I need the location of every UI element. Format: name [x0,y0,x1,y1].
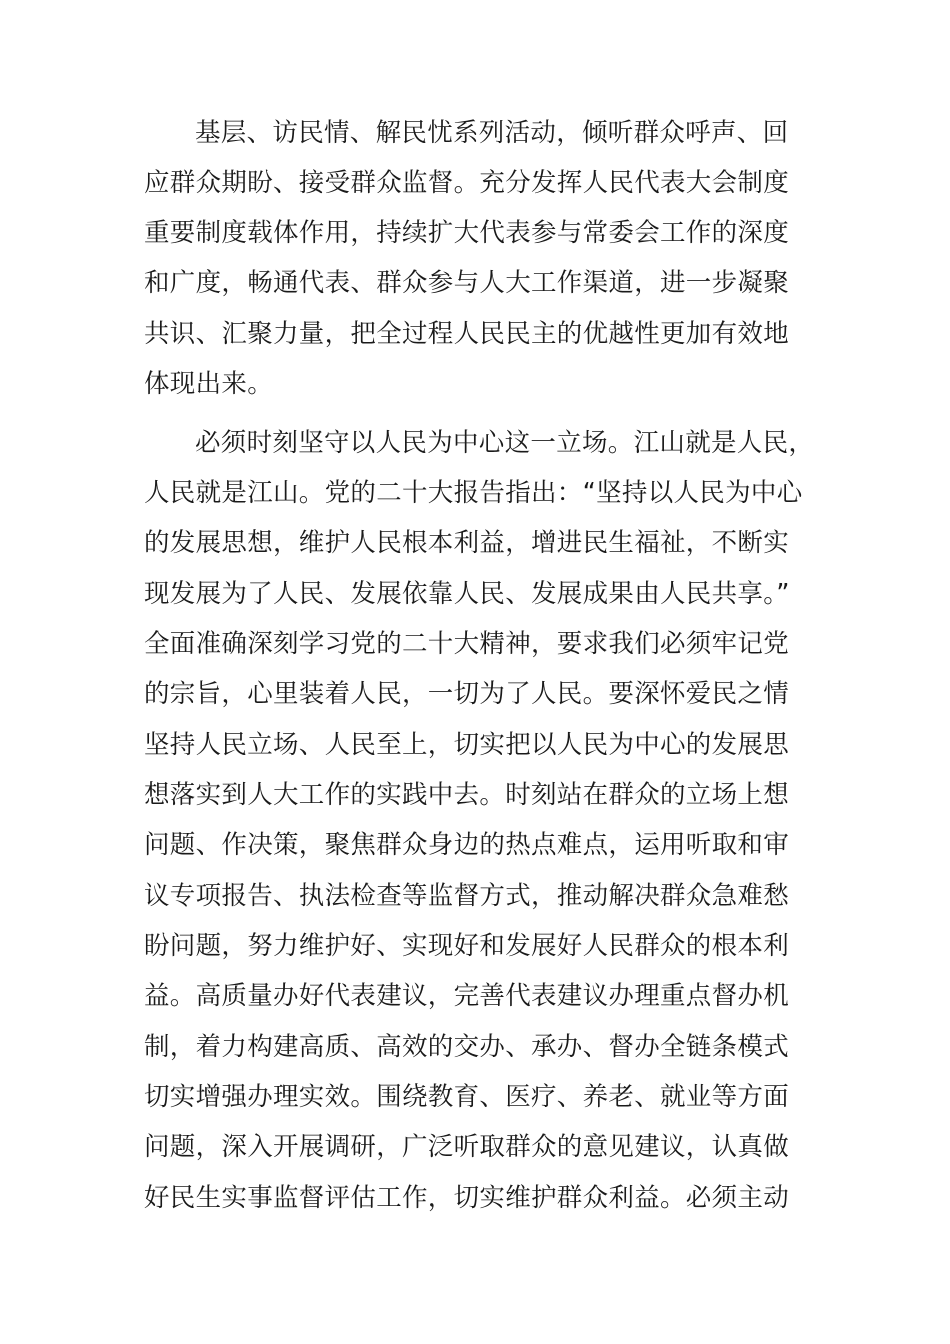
text-line: 和广度，畅通代表、群众参与人大工作渠道，进一步凝聚 [144,268,790,298]
text-line: 的宗旨，心里装着人民，一切为了人民。要深怀爱民之情 [144,679,790,709]
text-line: 益。高质量办好代表建议，完善代表建议办理重点督办机 [144,981,790,1011]
text-line: 坚持人民立场、人民至上，切实把以人民为中心的发展思 [144,730,790,760]
text-line: 人民就是江山。党的二十大报告指出：“坚持以人民为中心 [144,478,803,508]
text-line: 应群众期盼、接受群众监督。充分发挥人民代表大会制度 [144,168,790,198]
text-line: 问题、作决策，聚焦群众身边的热点难点，运用听取和审 [144,830,790,860]
text-line: 问题，深入开展调研，广泛听取群众的意见建议，认真做 [144,1132,790,1162]
text-line: 共识、汇聚力量，把全过程人民民主的优越性更加有效地 [144,319,790,349]
text-line: 重要制度载体作用，持续扩大代表参与常委会工作的深度 [144,218,790,248]
text-line: 切实增强办理实效。围绕教育、医疗、养老、就业等方面 [144,1082,790,1112]
text-line: 好民生实事监督评估工作，切实维护群众利益。必须主动 [144,1183,790,1213]
text-line: 想落实到人大工作的实践中去。时刻站在群众的立场上想 [144,780,790,810]
text-line: 基层、访民情、解民忧系列活动，倾听群众呼声、回 [195,118,789,148]
text-line: 体现出来。 [144,369,274,399]
text-line: 现发展为了人民、发展依靠人民、发展成果由人民共享。” [144,579,790,609]
text-line: 盼问题，努力维护好、实现好和发展好人民群众的根本利 [144,931,790,961]
text-line: 制，着力构建高质、高效的交办、承办、督办全链条模式 [144,1032,790,1062]
text-line: 的发展思想，维护人民根本利益，增进民生福祉，不断实 [144,528,790,558]
text-line: 必须时刻坚守以人民为中心这一立场。江山就是人民， [195,428,815,458]
text-line: 议专项报告、执法检查等监督方式，推动解决群众急难愁 [144,881,790,911]
text-line: 全面准确深刻学习党的二十大精神，要求我们必须牢记党 [144,629,790,659]
